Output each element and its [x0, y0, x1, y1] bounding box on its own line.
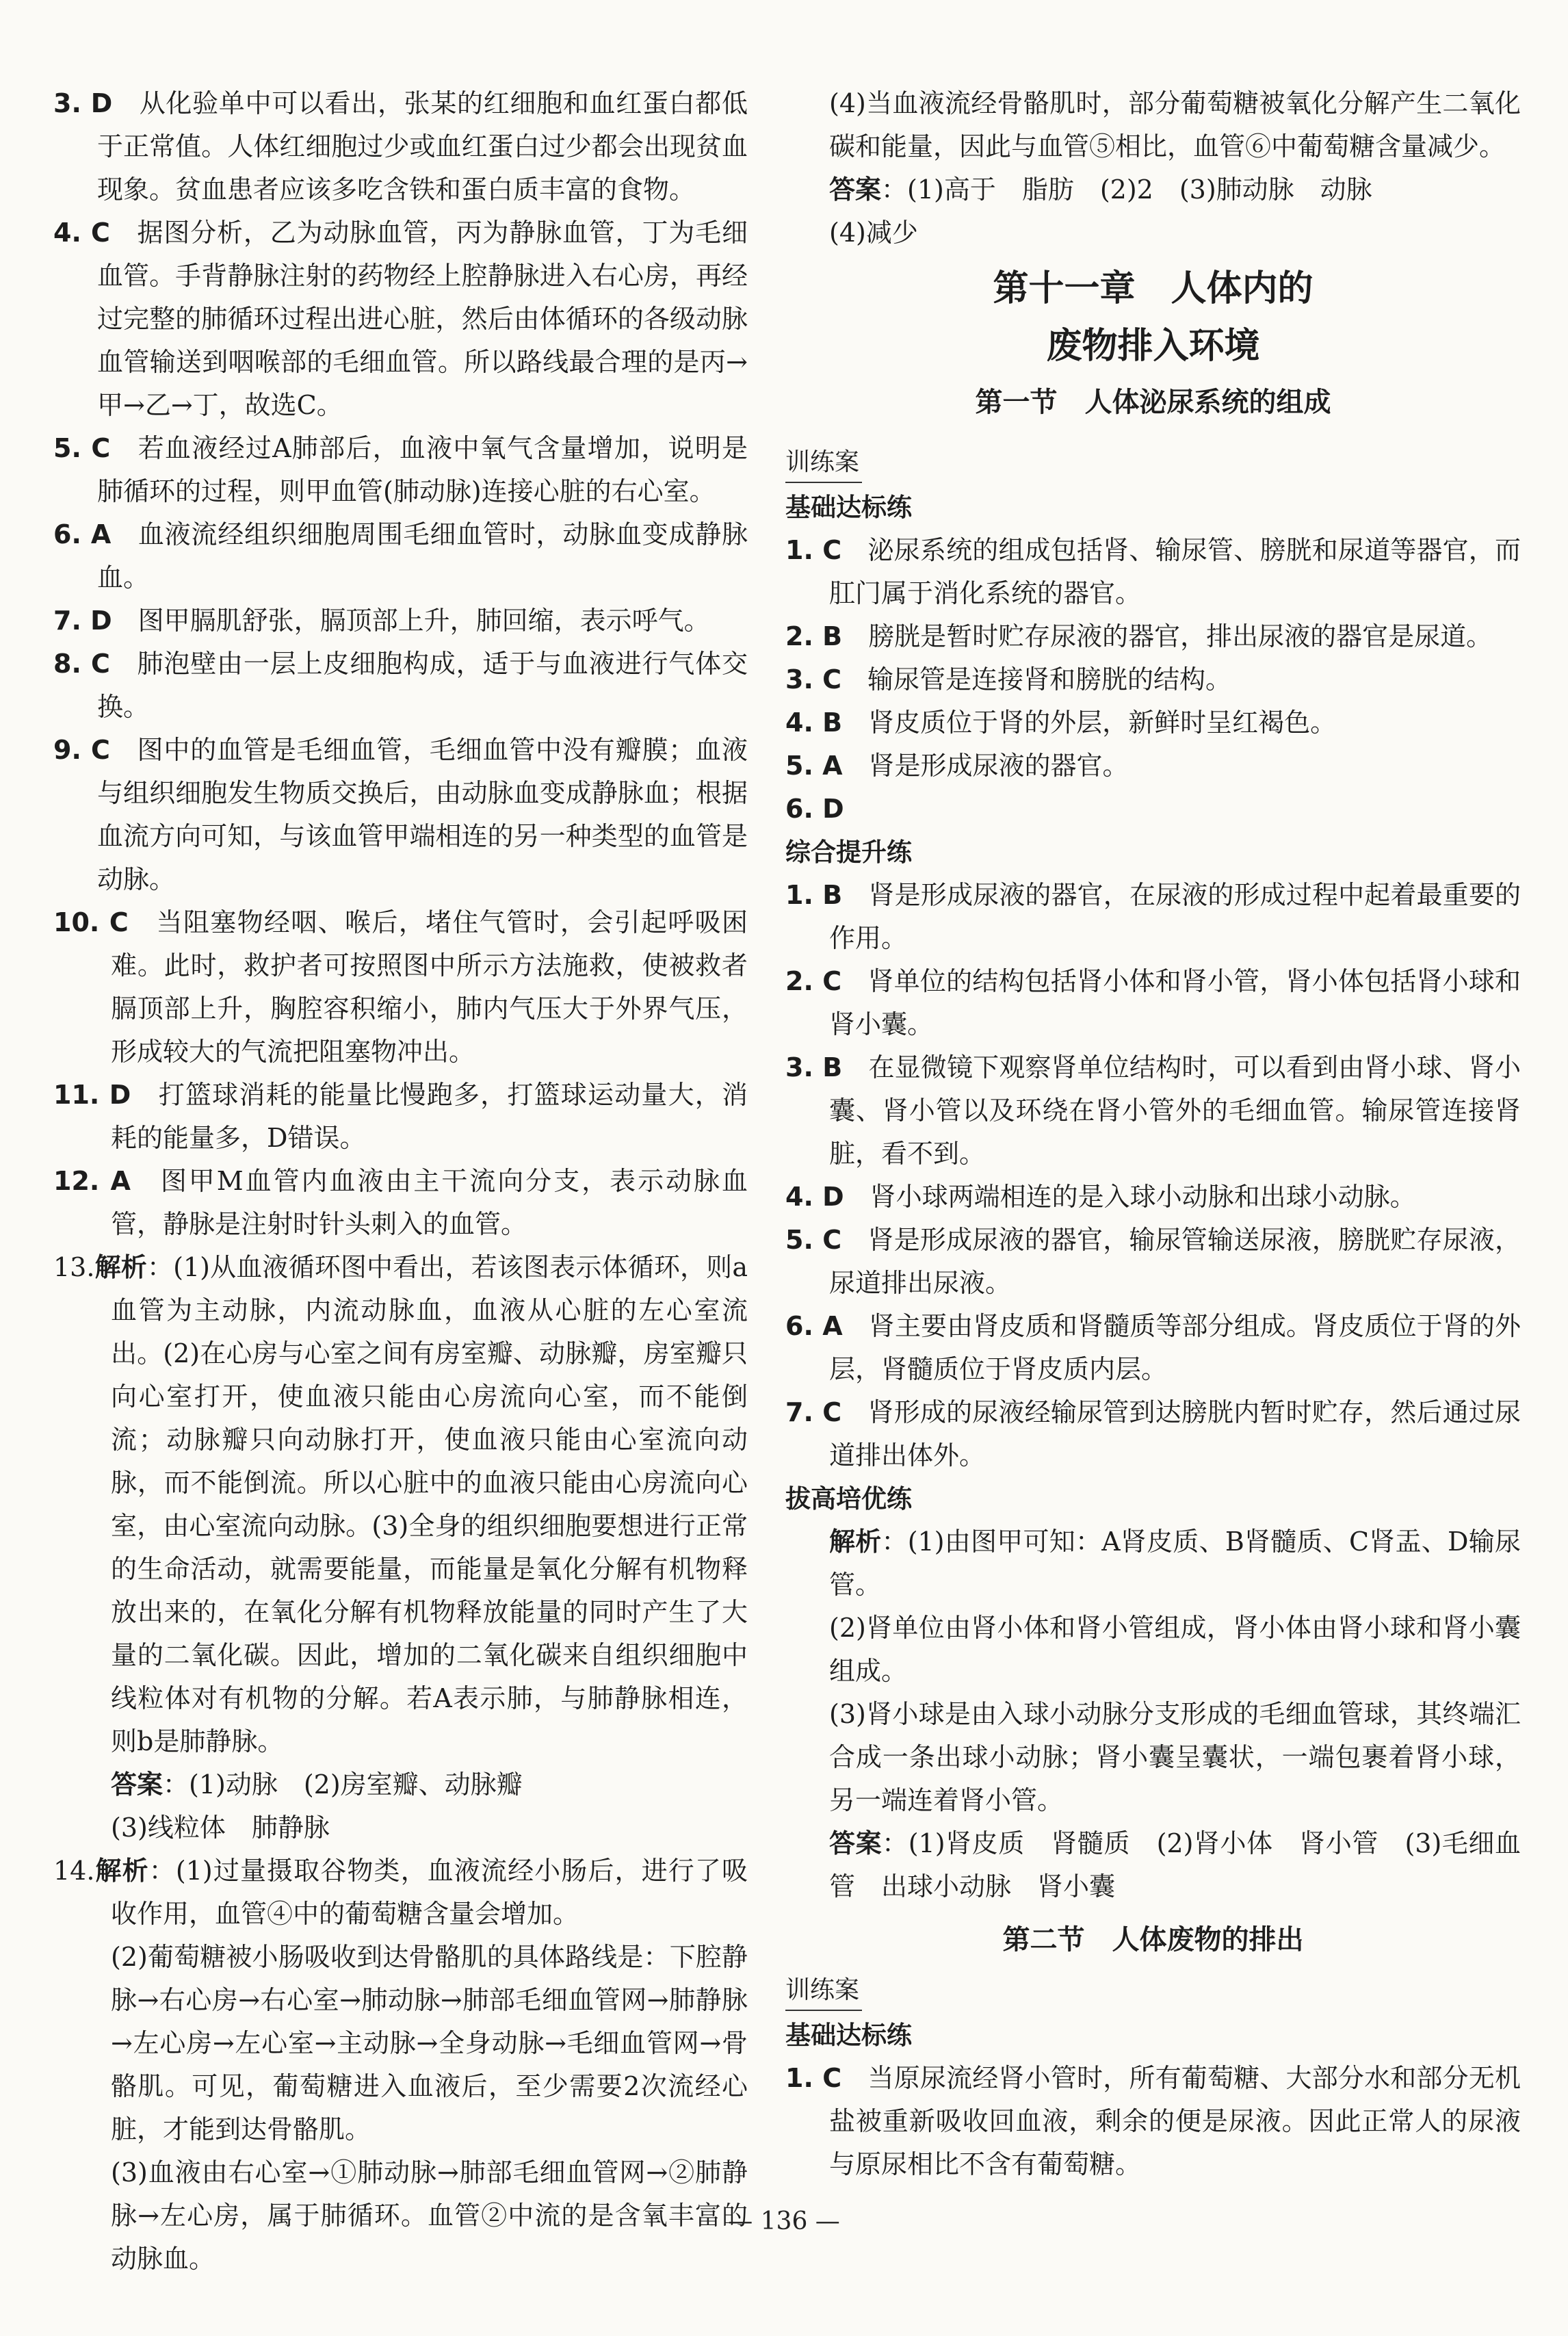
- answer-9: 9. C 图中的血管是毛细血管，毛细血管中没有瓣膜；血液与组织细胞发生物质交换后，由动脉血变成静脉血；根据血流方向可知，与该血管甲端相连的另一种类型的血管是动脉。: [53, 735, 748, 894]
- comp-answer-6: 6. A 肾主要由肾皮质和肾髓质等部分组成。肾皮质位于肾的外层，肾髓质位于肾皮质内层。: [785, 1311, 1521, 1384]
- answer-11: 11. D 打篮球消耗的能量比慢跑多，打篮球运动量大，消耗的能量多，D错误。: [53, 1080, 748, 1153]
- answer-14-part-3: (3)血液由右心室→①肺动脉→肺部毛细血管网→②肺静脉→左心房，属于肺循环。血管②中流的是含氧丰富的动脉血。: [111, 2157, 748, 2274]
- answer-8: 8. C 肺泡壁由一层上皮细胞构成，适于与血液进行气体交换。: [53, 649, 748, 722]
- basic-heading-1: 基础达标练: [785, 493, 912, 522]
- answer-14-part-4: (4)当血液流经骨骼肌时，部分葡萄糖被氧化分解产生二氧化碳和能量，因此与血管⑤相比，血管⑥中葡萄糖含量减少。: [829, 88, 1521, 161]
- answer-3: 3. D 从化验单中可以看出，张某的红细胞和血红蛋白都低于正常值。人体红细胞过少或血红蛋白过少都会出现贫血现象。贫血患者应该多吃含铁和蛋白质丰富的食物。: [53, 88, 748, 205]
- basic-heading-2: 基础达标练: [785, 2021, 912, 2050]
- chapter-title-line-2: 废物排入环境: [1046, 326, 1260, 367]
- advanced-analysis-3: (3)肾小球是由入球小动脉分支形成的毛细血管球，其终端汇合成一条出球小动脉；肾小囊呈囊状，一端包裹着肾小球，另一端连着肾小管。: [829, 1699, 1521, 1815]
- basic2-answer-1: 1. C 当原尿流经肾小管时，所有葡萄糖、大部分水和部分无机盐被重新吸收回血液，剩余的便是尿液。因此正常人的尿液与原尿相比不含有葡萄糖。: [785, 2063, 1521, 2179]
- answer-7: 7. D 图甲膈肌舒张，膈顶部上升，肺回缩，表示呼气。: [53, 606, 710, 636]
- answer-14-key-1: 答案：(1)高于 脂肪 (2)2 (3)肺动脉 动脉: [829, 174, 1372, 205]
- answer-13-key-1: 答案：(1)动脉 (2)房室瓣、动脉瓣: [111, 1769, 523, 1800]
- comp-answer-1: 1. B 肾是形成尿液的器官，在尿液的形成过程中起着最重要的作用。: [785, 880, 1521, 953]
- training-tag-2: 训练案: [785, 1971, 862, 2011]
- comp-answer-7: 7. C 肾形成的尿液经输尿管到达膀胱内暂时贮存，然后通过尿道排出体外。: [785, 1397, 1521, 1470]
- answer-14-key-2: (4)减少: [829, 218, 918, 248]
- answer-5: 5. C 若血液经过A肺部后，血液中氧气含量增加，说明是肺循环的过程，则甲血管(肺动脉)连接心脏的右心室。: [53, 433, 748, 506]
- section-2-title: 第二节 人体废物的排出: [1002, 1924, 1304, 1956]
- answer-12: 12. A 图甲M血管内血液由主干流向分支，表示动脉血管，静脉是注射时针头刺入的血管。: [53, 1166, 748, 1239]
- section-1-title: 第一节 人体泌尿系统的组成: [975, 387, 1331, 418]
- basic-answer-2: 2. B 膀胱是暂时贮存尿液的器官，排出尿液的器官是尿道。: [785, 621, 1493, 651]
- answer-13-key-2: (3)线粒体 肺静脉: [111, 1813, 330, 1843]
- answer-13-analysis: 13.解析：(1)从血液循环图中看出，若该图表示体循环，则a血管为主动脉，内流动脉血，血液从心脏的左心室流出。(2)在心房与心室之间有房室瓣、动脉瓣，房室瓣只向心室打开，使血液只能由心房流向心室，而不能倒流；动脉瓣只向动脉打开，使血液只能由心室流向动脉，而不能倒流。所以心脏中的血液只能由心房流向心室，由心室流向动脉。(3)全身的组织细胞要想进行正常的生命活动，就需要能量，而能量是氧化分解有机物释放出来的，在氧化分解有机物释放能量的同时产生了大量的二氧化碳。因此，增加的二氧化碳来自组织细胞中线粒体对有机物的分解。若A表示肺，与肺静脉相连，则b是肺静脉。: [53, 1252, 748, 1756]
- answer-14-analysis: 14.解析：(1)过量摄取谷物类，血液流经小肠后，进行了吸收作用，血管④中的葡萄糖含量会增加。: [53, 1856, 748, 1929]
- advanced-analysis-1: 解析：(1)由图甲可知：A肾皮质、B肾髓质、C肾盂、D输尿管。: [829, 1527, 1521, 1600]
- chapter-title-line-1: 第十一章 人体内的: [993, 268, 1314, 309]
- answer-4: 4. C 据图分析，乙为动脉血管，丙为静脉血管，丁为毛细血管。手背静脉注射的药物经上腔静脉进入右心房，再经过完整的肺循环过程出进心脏，然后由体循环的各级动脉血管输送到咽喉部的毛细血管。所以路线最合理的是丙→甲→乙→丁，故选C。: [53, 218, 748, 420]
- advanced-heading: 拔高培优练: [785, 1484, 912, 1514]
- comp-answer-2: 2. C 肾单位的结构包括肾小体和肾小管，肾小体包括肾小球和肾小囊。: [785, 966, 1521, 1039]
- advanced-analysis-2: (2)肾单位由肾小体和肾小管组成，肾小体由肾小球和肾小囊组成。: [829, 1613, 1521, 1686]
- basic-answer-6: 6. D: [785, 794, 844, 824]
- answer-10: 10. C 当阻塞物经咽、喉后，堵住气管时，会引起呼吸困难。此时，救护者可按照图中所示方法施救，使被救者膈顶部上升，胸腔容积缩小，肺内气压大于外界气压，形成较大的气流把阻塞物冲出。: [53, 907, 748, 1067]
- answer-14-part-2: (2)葡萄糖被小肠吸收到达骨骼肌的具体路线是：下腔静脉→右心房→右心室→肺动脉→肺部毛细血管网→肺静脉→左心房→左心室→主动脉→全身动脉→毛细血管网→骨骼肌。可见，葡萄糖进入血液后，至少需要2次流经心脏，才能到达骨骼肌。: [111, 1942, 748, 2144]
- answer-6: 6. A 血液流经组织细胞周围毛细血管时，动脉血变成静脉血。: [53, 519, 748, 593]
- basic-answer-1: 1. C 泌尿系统的组成包括肾、输尿管、膀胱和尿道等器官，而肛门属于消化系统的器官。: [785, 535, 1521, 608]
- page-number: — 136 —: [728, 2207, 840, 2235]
- basic-answer-3: 3. C 输尿管是连接肾和膀胱的结构。: [785, 664, 1232, 695]
- left-column: [53, 82, 748, 2281]
- right-column: [785, 82, 1521, 2186]
- training-tag-1: 训练案: [785, 443, 862, 483]
- comprehensive-heading: 综合提升练: [785, 838, 912, 867]
- basic-answer-4: 4. B 肾皮质位于肾的外层，新鲜时呈红褐色。: [785, 708, 1337, 738]
- advanced-answer: 答案：(1)肾皮质 肾髓质 (2)肾小体 肾小管 (3)毛细血管 出球小动脉 肾小囊: [829, 1828, 1521, 1902]
- comp-answer-5: 5. C 肾是形成尿液的器官，输尿管输送尿液，膀胱贮存尿液，尿道排出尿液。: [785, 1225, 1521, 1298]
- comp-answer-3: 3. B 在显微镜下观察肾单位结构时，可以看到由肾小球、肾小囊、肾小管以及环绕在肾小管外的毛细血管。输尿管连接肾脏，看不到。: [785, 1052, 1521, 1169]
- basic-answer-5: 5. A 肾是形成尿液的器官。: [785, 751, 1129, 781]
- comp-answer-4: 4. D 肾小球两端相连的是入球小动脉和出球小动脉。: [785, 1182, 1416, 1212]
